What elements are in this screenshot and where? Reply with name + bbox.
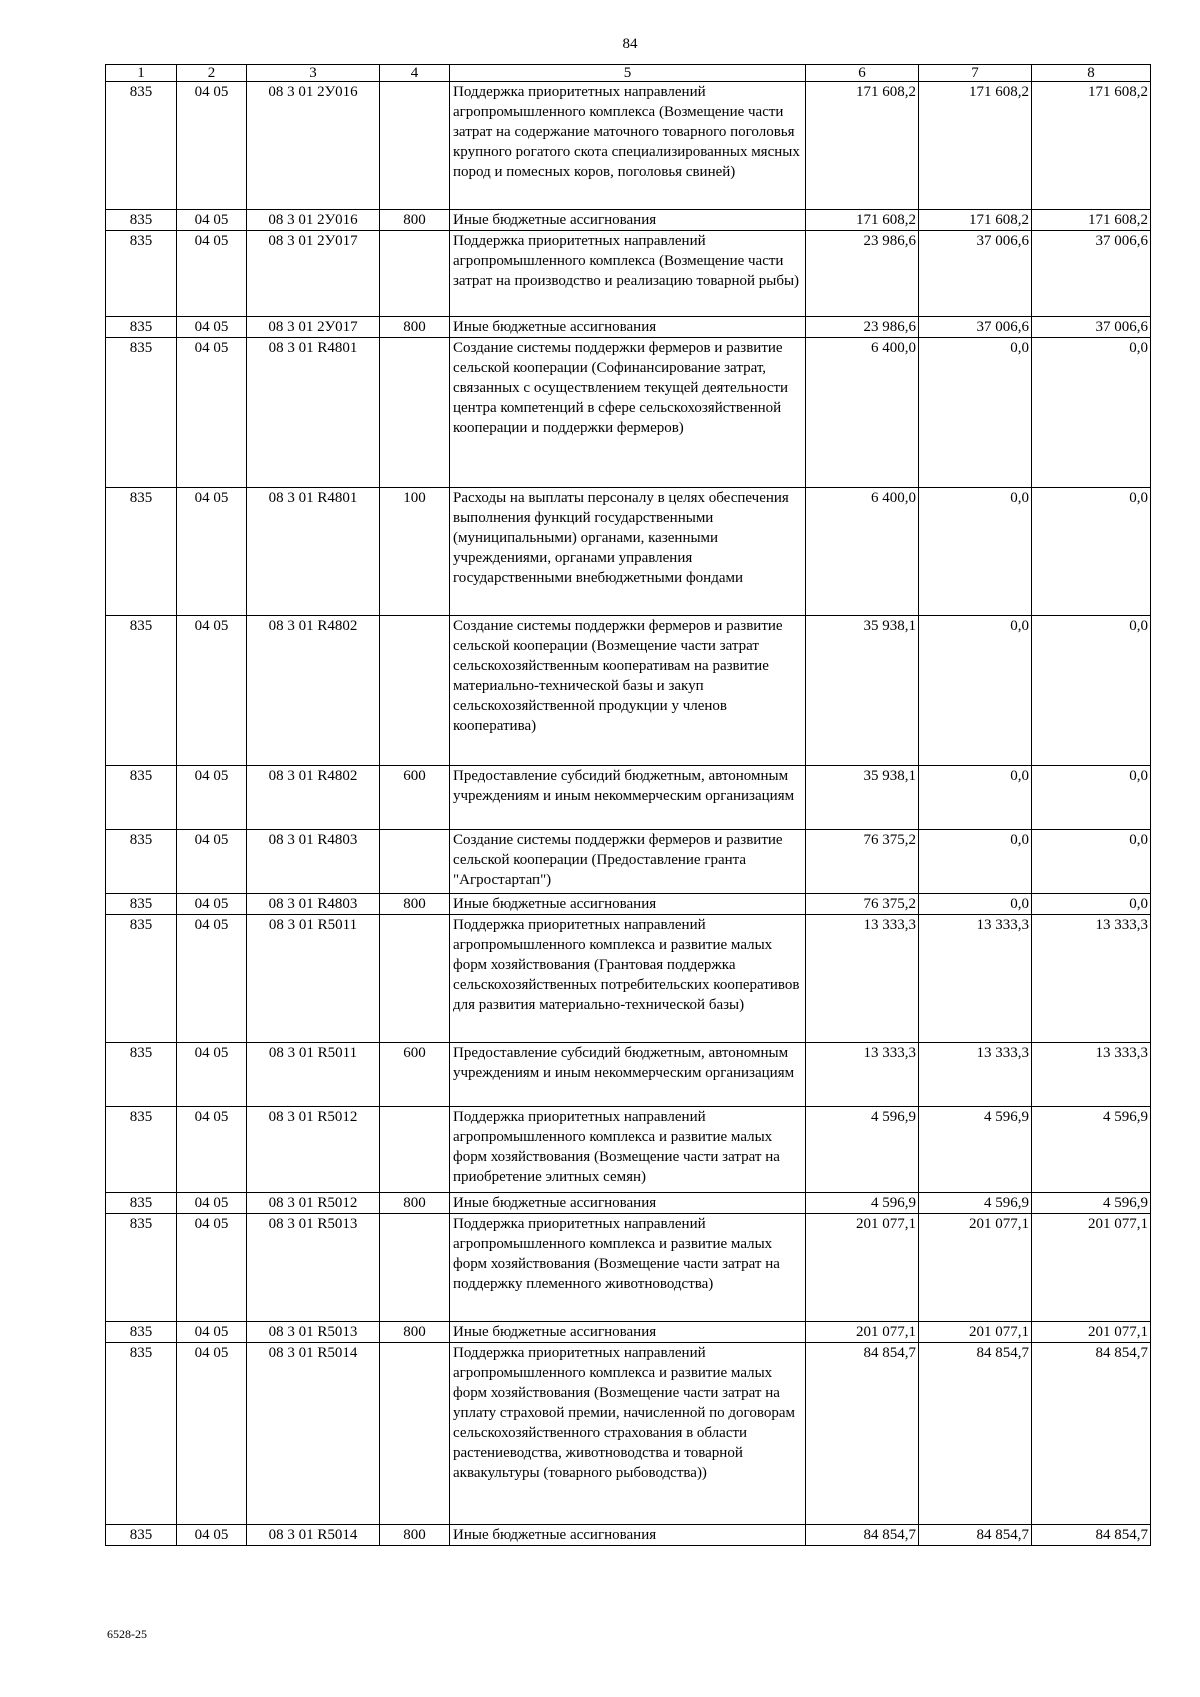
row-description: Расходы на выплаты персоналу в целях обеспечения выполнения функций государственными (муниципальными) органами, казенными учреждениями, органами управления государственными внебюджетными фондами: [450, 488, 806, 616]
row-amount-col6: 84 854,7: [806, 1525, 919, 1546]
row-expense-type: [380, 915, 450, 1043]
budget-table: [105, 64, 1151, 1546]
table-header-row: [106, 65, 1151, 82]
row-chapter-code: 835: [106, 1525, 177, 1546]
row-expense-type: [380, 830, 450, 894]
table-row: [106, 1193, 1151, 1214]
row-amount-col8: 201 077,1: [1032, 1322, 1151, 1343]
row-amount-col6: 171 608,2: [806, 82, 919, 210]
row-expense-type: 100: [380, 488, 450, 616]
row-section-code: 04 05: [177, 488, 247, 616]
row-expense-type: 800: [380, 1525, 450, 1546]
row-amount-col6: 13 333,3: [806, 1043, 919, 1107]
row-expense-type: 800: [380, 1322, 450, 1343]
row-expense-type: 600: [380, 1043, 450, 1107]
row-amount-col6: 201 077,1: [806, 1214, 919, 1322]
row-amount-col7: 37 006,6: [919, 231, 1032, 317]
row-amount-col6: 76 375,2: [806, 830, 919, 894]
document-code: 6528-25: [107, 1627, 147, 1641]
row-amount-col6: 84 854,7: [806, 1343, 919, 1525]
table-row: [106, 338, 1151, 488]
row-amount-col8: 0,0: [1032, 488, 1151, 616]
row-section-code: 04 05: [177, 338, 247, 488]
row-description: Поддержка приоритетных направлений агропромышленного комплекса и развитие малых форм хозяйствования (Возмещение части затрат на приобретение элитных семян): [450, 1107, 806, 1193]
row-target-article: 08 3 01 2У016: [247, 210, 380, 231]
row-chapter-code: 835: [106, 830, 177, 894]
row-chapter-code: 835: [106, 210, 177, 231]
row-description: Поддержка приоритетных направлений агропромышленного комплекса и развитие малых форм хозяйствования (Возмещение части затрат на уплату страховой премии, начисленной по договорам сельскохозяйственного страхования в области растениеводства, животноводства и товарной аквакультуры (товарного рыбоводства)): [450, 1343, 806, 1525]
row-description: Создание системы поддержки фермеров и развитие сельской кооперации (Софинансирование затрат, связанных с осуществлением текущей деятельности центра компетенций в сфере сельскохозяйственной кооперации и поддержки фермеров): [450, 338, 806, 488]
row-chapter-code: 835: [106, 894, 177, 915]
row-amount-col7: 84 854,7: [919, 1343, 1032, 1525]
row-chapter-code: 835: [106, 317, 177, 338]
row-expense-type: [380, 338, 450, 488]
table-row: [106, 1525, 1151, 1546]
row-amount-col8: 171 608,2: [1032, 82, 1151, 210]
row-amount-col6: 6 400,0: [806, 488, 919, 616]
table-row: [106, 231, 1151, 317]
row-section-code: 04 05: [177, 1322, 247, 1343]
row-section-code: 04 05: [177, 82, 247, 210]
row-target-article: 08 3 01 R4802: [247, 766, 380, 830]
row-amount-col7: 4 596,9: [919, 1107, 1032, 1193]
row-amount-col8: 171 608,2: [1032, 210, 1151, 231]
row-description: Поддержка приоритетных направлений агропромышленного комплекса (Возмещение части затрат на производство и реализацию товарной рыбы): [450, 231, 806, 317]
table-row: [106, 830, 1151, 894]
row-chapter-code: 835: [106, 1193, 177, 1214]
header-cell: 5: [450, 65, 806, 82]
row-section-code: 04 05: [177, 915, 247, 1043]
row-amount-col7: 171 608,2: [919, 82, 1032, 210]
row-amount-col6: 35 938,1: [806, 616, 919, 766]
row-target-article: 08 3 01 R4801: [247, 488, 380, 616]
header-cell: 6: [806, 65, 919, 82]
row-amount-col6: 76 375,2: [806, 894, 919, 915]
row-amount-col7: 0,0: [919, 894, 1032, 915]
row-chapter-code: 835: [106, 1107, 177, 1193]
row-target-article: 08 3 01 R5012: [247, 1107, 380, 1193]
row-target-article: 08 3 01 R5013: [247, 1322, 380, 1343]
row-amount-col8: 0,0: [1032, 338, 1151, 488]
table-row: [106, 1322, 1151, 1343]
row-expense-type: [380, 1214, 450, 1322]
row-amount-col7: 201 077,1: [919, 1214, 1032, 1322]
row-chapter-code: 835: [106, 82, 177, 210]
row-amount-col6: 23 986,6: [806, 231, 919, 317]
header-cell: 8: [1032, 65, 1151, 82]
table-row: [106, 894, 1151, 915]
row-amount-col8: 0,0: [1032, 894, 1151, 915]
row-section-code: 04 05: [177, 830, 247, 894]
row-chapter-code: 835: [106, 1214, 177, 1322]
table-row: [106, 1107, 1151, 1193]
row-amount-col7: 0,0: [919, 338, 1032, 488]
table-row: [106, 317, 1151, 338]
row-target-article: 08 3 01 R5011: [247, 1043, 380, 1107]
row-section-code: 04 05: [177, 766, 247, 830]
row-amount-col6: 13 333,3: [806, 915, 919, 1043]
row-expense-type: [380, 82, 450, 210]
table-row: [106, 1043, 1151, 1107]
row-amount-col7: 0,0: [919, 830, 1032, 894]
row-target-article: 08 3 01 R4802: [247, 616, 380, 766]
row-chapter-code: 835: [106, 488, 177, 616]
row-chapter-code: 835: [106, 231, 177, 317]
table-row: [106, 616, 1151, 766]
row-description: Иные бюджетные ассигнования: [450, 317, 806, 338]
header-cell: 7: [919, 65, 1032, 82]
row-amount-col8: 37 006,6: [1032, 317, 1151, 338]
row-amount-col7: 0,0: [919, 766, 1032, 830]
row-target-article: 08 3 01 R5012: [247, 1193, 380, 1214]
table-row: [106, 1343, 1151, 1525]
row-chapter-code: 835: [106, 766, 177, 830]
row-section-code: 04 05: [177, 1193, 247, 1214]
row-amount-col7: 0,0: [919, 488, 1032, 616]
row-amount-col8: 4 596,9: [1032, 1107, 1151, 1193]
row-chapter-code: 835: [106, 616, 177, 766]
row-description: Иные бюджетные ассигнования: [450, 894, 806, 915]
row-description: Поддержка приоритетных направлений агропромышленного комплекса и развитие малых форм хозяйствования (Возмещение части затрат на поддержку племенного животноводства): [450, 1214, 806, 1322]
row-amount-col7: 0,0: [919, 616, 1032, 766]
row-amount-col8: 84 854,7: [1032, 1525, 1151, 1546]
row-chapter-code: 835: [106, 1043, 177, 1107]
row-section-code: 04 05: [177, 1525, 247, 1546]
row-description: Поддержка приоритетных направлений агропромышленного комплекса и развитие малых форм хозяйствования (Грантовая поддержка сельскохозяйственных потребительских кооперативов для развития материально-технической базы): [450, 915, 806, 1043]
table-row: [106, 210, 1151, 231]
row-amount-col8: 84 854,7: [1032, 1343, 1151, 1525]
row-amount-col6: 4 596,9: [806, 1193, 919, 1214]
header-cell: 1: [106, 65, 177, 82]
table-body: [106, 82, 1151, 1546]
row-amount-col6: 23 986,6: [806, 317, 919, 338]
row-amount-col8: 0,0: [1032, 616, 1151, 766]
row-section-code: 04 05: [177, 616, 247, 766]
row-amount-col7: 4 596,9: [919, 1193, 1032, 1214]
row-amount-col7: 13 333,3: [919, 915, 1032, 1043]
row-chapter-code: 835: [106, 1322, 177, 1343]
row-target-article: 08 3 01 2У017: [247, 317, 380, 338]
table-row: [106, 488, 1151, 616]
row-expense-type: [380, 231, 450, 317]
row-section-code: 04 05: [177, 1107, 247, 1193]
row-amount-col7: 201 077,1: [919, 1322, 1032, 1343]
row-section-code: 04 05: [177, 1343, 247, 1525]
table-row: [106, 82, 1151, 210]
row-description: Создание системы поддержки фермеров и развитие сельской кооперации (Предоставление гранта "Агростартап"): [450, 830, 806, 894]
row-chapter-code: 835: [106, 915, 177, 1043]
row-amount-col6: 4 596,9: [806, 1107, 919, 1193]
row-expense-type: 800: [380, 210, 450, 231]
row-description: Поддержка приоритетных направлений агропромышленного комплекса (Возмещение части затрат на содержание маточного товарного поголовья крупного рогатого скота специализированных мясных пород и помесных коров, поголовья свиней): [450, 82, 806, 210]
row-expense-type: 800: [380, 317, 450, 338]
header-cell: 2: [177, 65, 247, 82]
table-row: [106, 915, 1151, 1043]
row-expense-type: 800: [380, 1193, 450, 1214]
row-amount-col8: 0,0: [1032, 766, 1151, 830]
page-number: 84: [622, 36, 638, 52]
table-row: [106, 1214, 1151, 1322]
row-target-article: 08 3 01 2У016: [247, 82, 380, 210]
row-section-code: 04 05: [177, 210, 247, 231]
row-target-article: 08 3 01 R4803: [247, 830, 380, 894]
row-amount-col7: 171 608,2: [919, 210, 1032, 231]
row-amount-col6: 6 400,0: [806, 338, 919, 488]
row-amount-col6: 35 938,1: [806, 766, 919, 830]
row-target-article: 08 3 01 R4803: [247, 894, 380, 915]
row-amount-col8: 37 006,6: [1032, 231, 1151, 317]
row-description: Иные бюджетные ассигнования: [450, 1322, 806, 1343]
row-expense-type: [380, 1343, 450, 1525]
row-target-article: 08 3 01 2У017: [247, 231, 380, 317]
row-description: Иные бюджетные ассигнования: [450, 1193, 806, 1214]
row-amount-col6: 171 608,2: [806, 210, 919, 231]
row-description: Иные бюджетные ассигнования: [450, 1525, 806, 1546]
row-amount-col8: 13 333,3: [1032, 915, 1151, 1043]
row-section-code: 04 05: [177, 1043, 247, 1107]
row-description: Предоставление субсидий бюджетным, автономным учреждениям и иным некоммерческим организациям: [450, 1043, 806, 1107]
row-amount-col8: 201 077,1: [1032, 1214, 1151, 1322]
row-description: Создание системы поддержки фермеров и развитие сельской кооперации (Возмещение части затрат сельскохозяйственным кооперативам на развитие материально-технической базы и закуп сельскохозяйственной продукции у членов кооператива): [450, 616, 806, 766]
row-amount-col6: 201 077,1: [806, 1322, 919, 1343]
row-expense-type: 800: [380, 894, 450, 915]
row-target-article: 08 3 01 R5014: [247, 1525, 380, 1546]
row-target-article: 08 3 01 R5011: [247, 915, 380, 1043]
row-section-code: 04 05: [177, 894, 247, 915]
row-target-article: 08 3 01 R4801: [247, 338, 380, 488]
row-expense-type: 600: [380, 766, 450, 830]
row-amount-col8: 0,0: [1032, 830, 1151, 894]
row-amount-col7: 37 006,6: [919, 317, 1032, 338]
row-amount-col8: 4 596,9: [1032, 1193, 1151, 1214]
table-row: [106, 766, 1151, 830]
row-amount-col8: 13 333,3: [1032, 1043, 1151, 1107]
row-target-article: 08 3 01 R5013: [247, 1214, 380, 1322]
row-chapter-code: 835: [106, 1343, 177, 1525]
row-target-article: 08 3 01 R5014: [247, 1343, 380, 1525]
row-amount-col7: 84 854,7: [919, 1525, 1032, 1546]
row-section-code: 04 05: [177, 1214, 247, 1322]
row-description: Предоставление субсидий бюджетным, автономным учреждениям и иным некоммерческим организациям: [450, 766, 806, 830]
row-section-code: 04 05: [177, 317, 247, 338]
header-cell: 3: [247, 65, 380, 82]
header-cell: 4: [380, 65, 450, 82]
row-section-code: 04 05: [177, 231, 247, 317]
row-description: Иные бюджетные ассигнования: [450, 210, 806, 231]
row-amount-col7: 13 333,3: [919, 1043, 1032, 1107]
row-expense-type: [380, 616, 450, 766]
row-chapter-code: 835: [106, 338, 177, 488]
row-expense-type: [380, 1107, 450, 1193]
